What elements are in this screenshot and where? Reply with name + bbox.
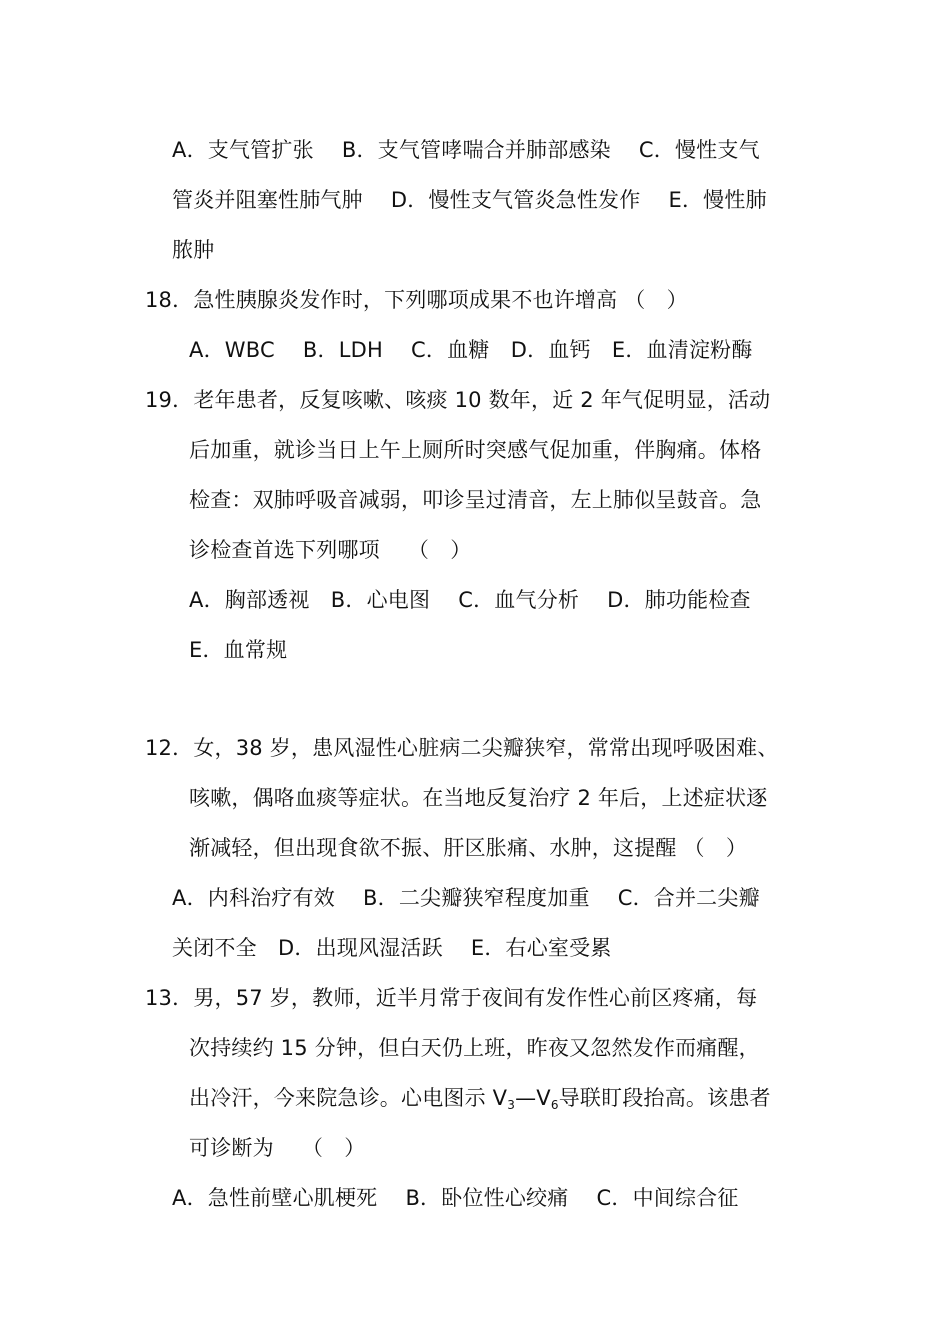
- q17-options-line-3: 脓肿: [172, 238, 215, 262]
- q17-options-line-1: A．支气管扩张 B．支气管哮喘合并肺部感染 C．慢性支气: [172, 138, 760, 162]
- subscript-6: 6: [550, 1098, 559, 1112]
- q13-stem-line-3: [189, 1084, 771, 1112]
- q18-options: A．WBC B．LDH C．血糖 D．血钙 E．血清淀粉酶: [189, 338, 753, 362]
- q19-options-line-1: A．胸部透视 B．心电图 C．血气分析 D．肺功能检查: [189, 588, 751, 612]
- q13-stem-line-3-part-1: 出冷汗，今来院急诊。心电图示 V: [189, 1086, 508, 1110]
- q12-options-line-2: 关闭不全 D．出现风湿活跃 E．右心室受累: [172, 936, 612, 960]
- q12-stem-line-2: 咳嗽，偶咯血痰等症状。在当地反复治疗 2 年后，上述症状逐: [189, 786, 768, 810]
- q19-stem-line-2: 后加重，就诊当日上午上厕所时突感气促加重，伴胸痛。体格: [189, 438, 762, 462]
- subscript-3: 3: [507, 1098, 516, 1112]
- q19-stem-line-1: 19．老年患者，反复咳嗽、咳痰 10 数年，近 2 年气促明显，活动: [145, 388, 771, 412]
- q13-stem-line-4: 可诊断为 （ ）: [189, 1136, 366, 1160]
- q13-stem-line-1: 13．男，57 岁，教师，近半月常于夜间有发作性心前区疼痛，每: [145, 986, 758, 1010]
- q19-options-line-2: E．血常规: [189, 638, 288, 662]
- q12-stem-line-3: 渐减轻，但出现食欲不振、肝区胀痛、水肿，这提醒 （ ）: [189, 836, 748, 860]
- q12-stem-line-1: 12．女，38 岁，患风湿性心脏病二尖瓣狭窄，常常出现呼吸困难、: [145, 736, 779, 760]
- q19-stem-line-3: 检查：双肺呼吸音减弱，叩诊呈过清音，左上肺似呈鼓音。急: [189, 488, 762, 512]
- q18-stem: 18．急性胰腺炎发作时，下列哪项成果不也许增高 （ ）: [145, 288, 688, 312]
- q13-stem-line-2: 次持续约 15 分钟，但白天仍上班，昨夜又忽然发作而痛醒，: [189, 1036, 760, 1060]
- q13-options-line-1: A．急性前壁心肌梗死 B．卧位性心绞痛 C．中间综合征: [172, 1186, 739, 1210]
- q13-stem-line-3-part-2: —V: [515, 1086, 551, 1110]
- q17-options-line-2: 管炎并阻塞性肺气肿 D．慢性支气管炎急性发作 E．慢性肺: [172, 188, 767, 212]
- q12-options-line-1: A．内科治疗有效 B．二尖瓣狭窄程度加重 C．合并二尖瓣: [172, 886, 760, 910]
- q13-stem-line-3-part-3: 导联盯段抬高。该患者: [558, 1086, 771, 1110]
- q19-stem-line-4: 诊检查首选下列哪项 （ ）: [189, 538, 472, 562]
